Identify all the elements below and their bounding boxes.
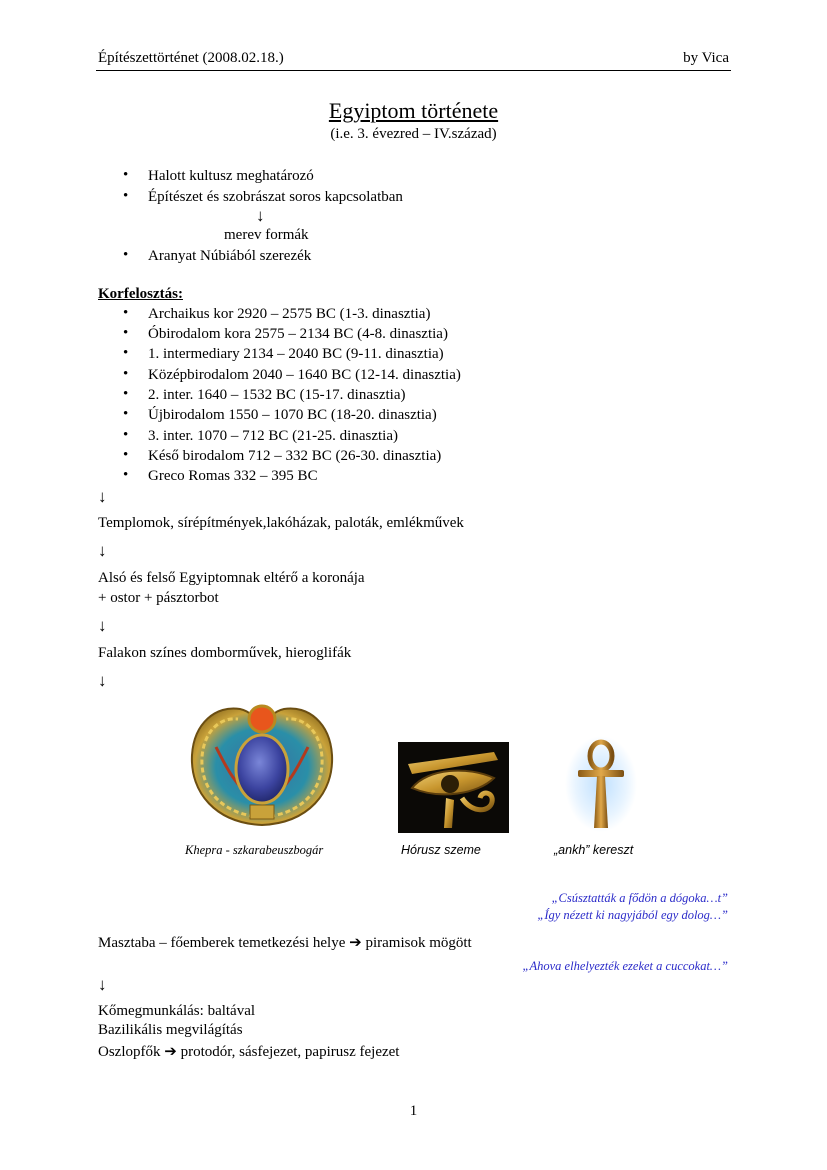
period-item: Archaikus kor 2920 – 2575 BC (1-3. dinasztia) <box>148 306 431 322</box>
eye-of-horus-image <box>398 742 509 833</box>
periods-heading: Korfelosztás: <box>98 286 183 302</box>
flow-line-1: Templomok, sírépítmények,lakóházak, paloták, emlékművek <box>98 515 464 531</box>
bullet-dot: • <box>123 188 129 204</box>
header-rule <box>96 70 731 71</box>
bullet-dot: • <box>123 386 129 402</box>
bullet-dot: • <box>123 467 129 483</box>
mastaba-line <box>98 933 472 952</box>
down-arrow: ↓ <box>98 671 107 690</box>
bullet-dot: • <box>123 345 129 361</box>
quote-2: „Így nézett ki nagyjából egy dolog…” <box>537 908 728 922</box>
bottom-line-2: Bazilikális megvilágítás <box>98 1022 243 1038</box>
header-left: Építészettörténet (2008.02.18.) <box>98 50 284 66</box>
period-item: Késő birodalom 712 – 332 BC (26-30. dinasztia) <box>148 448 442 464</box>
bullet-dot: • <box>123 167 129 183</box>
flow-line-2a: Alsó és felső Egyiptomnak eltérő a koronája <box>98 570 365 586</box>
down-arrow: ↓ <box>98 616 107 635</box>
period-item: Óbirodalom kora 2575 – 2134 BC (4-8. dinasztia) <box>148 326 448 342</box>
bullet-dot: • <box>123 406 129 422</box>
down-arrow: ↓ <box>98 487 107 506</box>
period-item: Greco Romas 332 – 395 BC <box>148 468 318 484</box>
column-heads-types: protodór, sásfejezet, papirusz fejezet <box>180 1044 400 1060</box>
intro-bullet-3: Aranyat Núbiából szerezék <box>148 248 312 264</box>
caption-scarab: Khepra - szkarabeuszbogár <box>185 843 324 857</box>
page-number: 1 <box>409 1103 418 1119</box>
bullet-dot: • <box>123 325 129 341</box>
period-item: 2. inter. 1640 – 1532 BC (15-17. dinasztia) <box>148 387 406 403</box>
flow-line-2b: + ostor + pásztorbot <box>98 590 219 606</box>
quote-1: „Csúsztatták a fődön a dógoka…t” <box>551 891 728 905</box>
header-right: by Vica <box>683 50 729 66</box>
bullet-dot: • <box>123 427 129 443</box>
caption-ankh: „ankh” kereszt <box>554 843 634 857</box>
intro-result: merev formák <box>224 227 309 243</box>
period-item: 1. intermediary 2134 – 2040 BC (9-11. dinasztia) <box>148 346 444 362</box>
flow-line-3: Falakon színes domborművek, hieroglifák <box>98 645 352 661</box>
period-item: 3. inter. 1070 – 712 BC (21-25. dinasztia) <box>148 428 398 444</box>
intro-bullet-1: Halott kultusz meghatározó <box>148 168 314 184</box>
down-arrow: ↓ <box>256 206 265 225</box>
right-arrow-icon: ➔ <box>349 935 362 951</box>
quote-3: „Ahova elhelyezték ezeket a cuccokat…” <box>522 959 728 973</box>
bottom-line-3 <box>98 1042 399 1061</box>
page-title: Egyiptom története <box>328 98 499 123</box>
ankh-image <box>564 732 638 834</box>
column-heads-text: Oszlopfők <box>98 1044 161 1060</box>
page-subtitle: (i.e. 3. évezred – IV.század) <box>330 126 497 142</box>
intro-bullet-2: Építészet és szobrászat soros kapcsolatban <box>148 189 403 205</box>
bullet-dot: • <box>123 247 129 263</box>
period-item: Középbirodalom 2040 – 1640 BC (12-14. dinasztia) <box>148 367 461 383</box>
mastaba-after: piramisok mögött <box>365 935 472 951</box>
bullet-dot: • <box>123 305 129 321</box>
bullet-dot: • <box>123 366 129 382</box>
down-arrow: ↓ <box>98 541 107 560</box>
mastaba-text: Masztaba – főemberek temetkezési helye <box>98 935 346 951</box>
scarab-image <box>186 697 338 835</box>
right-arrow-icon: ➔ <box>164 1044 177 1060</box>
bottom-line-1: Kőmegmunkálás: baltával <box>98 1003 256 1019</box>
down-arrow: ↓ <box>98 975 107 994</box>
caption-horus: Hórusz szeme <box>401 843 481 857</box>
bullet-dot: • <box>123 447 129 463</box>
period-item: Újbirodalom 1550 – 1070 BC (18-20. dinasztia) <box>148 407 437 423</box>
